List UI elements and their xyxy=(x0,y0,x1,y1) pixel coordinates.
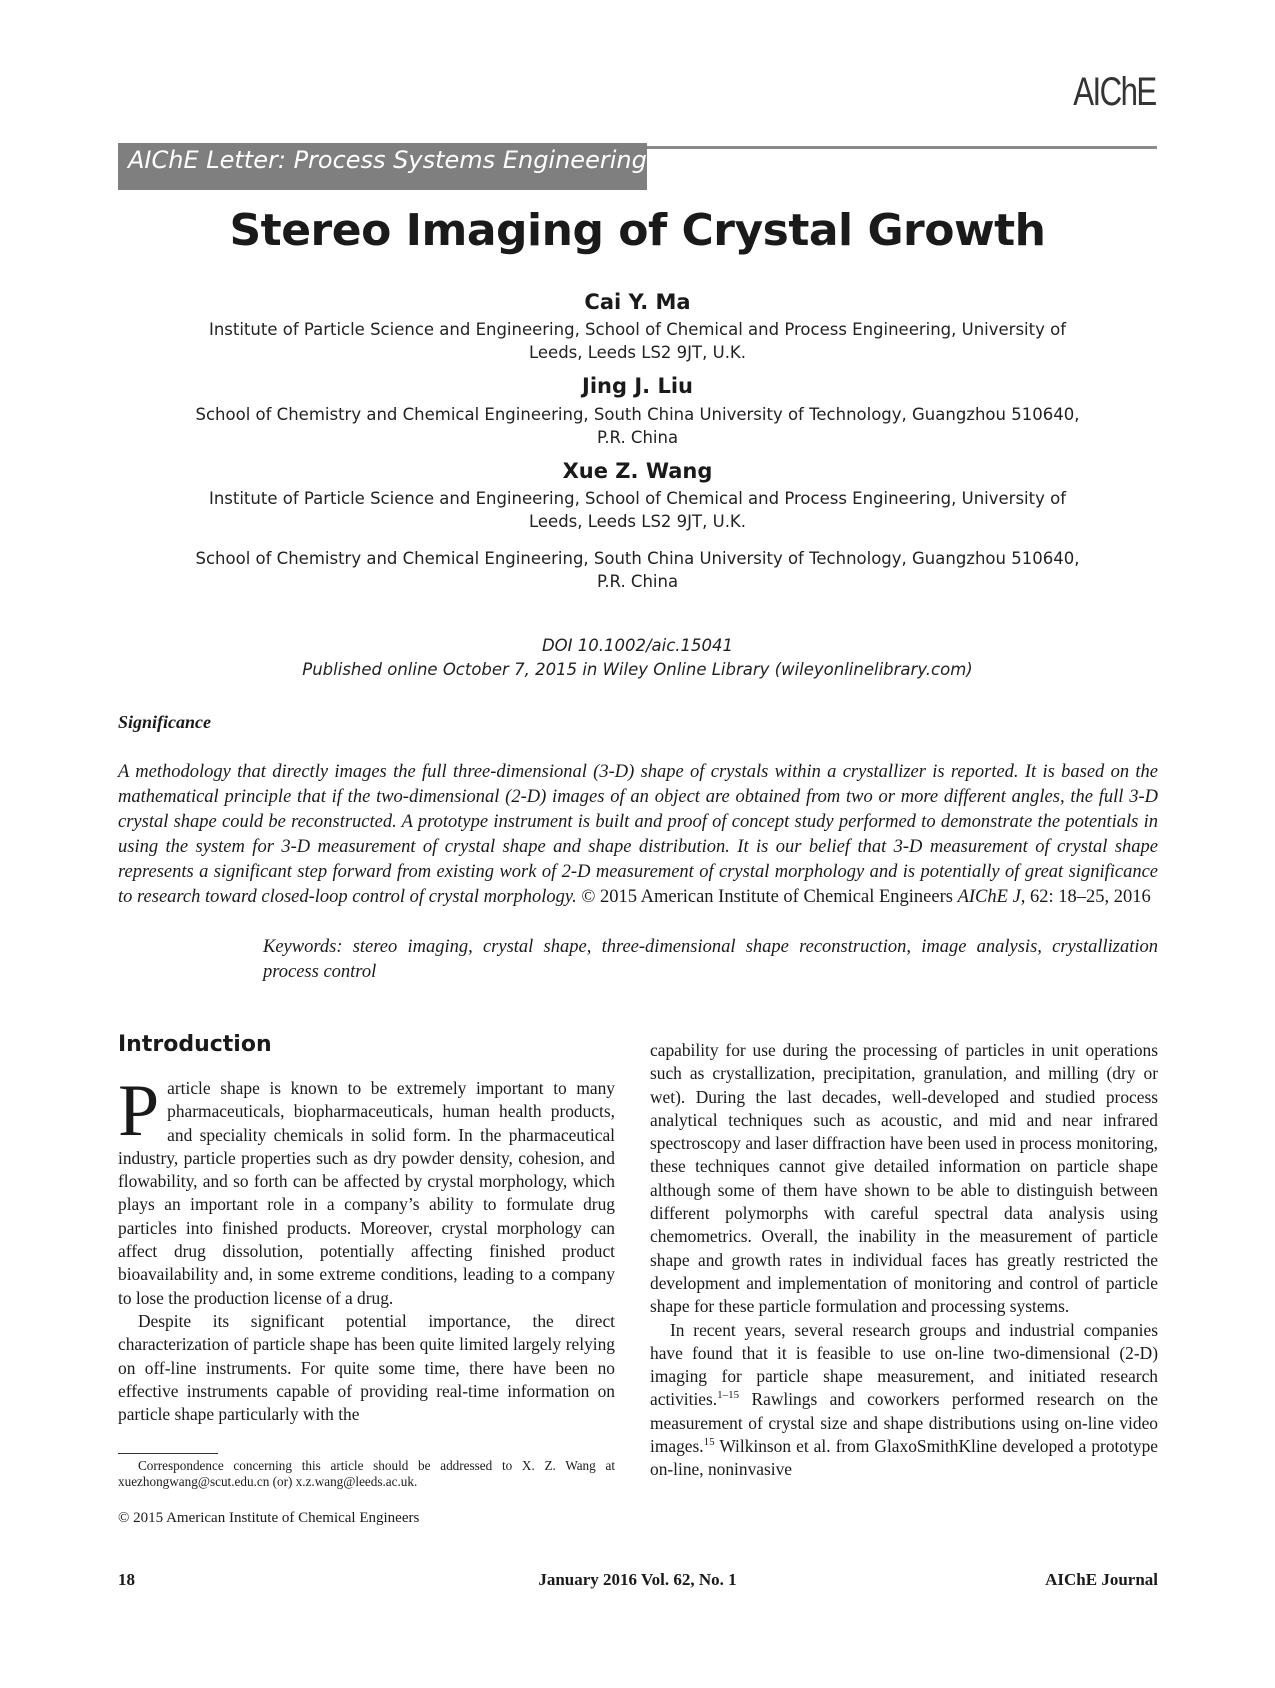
paragraph-text: In recent years, several research groups and industrial companies have found that it is feasible to use on-line two-dimensional (2-D) imaging for particle shape measurement, and initiated research activities. xyxy=(650,1319,1158,1410)
author-name: Xue Z. Wang xyxy=(562,459,713,483)
journal-name: AIChE Journal xyxy=(1045,1570,1158,1589)
author-name: Cai Y. Ma xyxy=(584,290,691,314)
issue-info: January 2016 Vol. 62, No. 1 xyxy=(538,1570,737,1589)
paragraph-text: article shape is known to be extremely important to many pharmaceuticals, biopharmaceuticals, human health products, and speciality chemicals in solid form. In the pharmaceutical industry, particle properties such as dry powder density, cohesion, and flowability, and so forth can be affected by crystal morphology, which plays an important role in a company’s ability to formulate drug particles into finished products. Moreover, crystal morphology can affect drug dissolution, potentially affecting finished product bioavailability and, in some extreme conditions, leading to a company to lose the production license of a drug. xyxy=(118,1078,615,1308)
paragraph-text: Wilkinson et al. from GlaxoSmithKline developed a prototype on-line, noninvasive xyxy=(650,1436,1158,1480)
copyright-notice: © 2015 American Institute of Chemical Engineers xyxy=(576,887,958,907)
significance-heading: Significance xyxy=(118,712,211,732)
article-title: Stereo Imaging of Crystal Growth xyxy=(229,205,1046,256)
author-affiliation xyxy=(160,487,1115,533)
affiliation-line: Leeds, Leeds LS2 9JT, U.K. xyxy=(528,512,746,531)
author-affiliation xyxy=(160,547,1115,593)
section-banner: AIChE Letter: Process Systems Engineering xyxy=(118,143,647,190)
section-heading: Introduction xyxy=(118,1032,272,1057)
significance-text xyxy=(118,760,1158,910)
paragraph xyxy=(118,1070,615,1310)
footnote-rule xyxy=(118,1453,218,1454)
affiliation-line: Institute of Particle Science and Engineering, School of Chemical and Process Engineering, University of xyxy=(208,320,1067,339)
citation: , 62: 18–25, 2016 xyxy=(1020,887,1151,907)
copyright-line: © 2015 American Institute of Chemical Engineers xyxy=(118,1510,420,1526)
drop-cap: P xyxy=(118,1070,160,1152)
left-column xyxy=(118,1070,615,1426)
author-name: Jing J. Liu xyxy=(582,374,693,398)
page-number: 18 xyxy=(118,1570,135,1589)
affiliation-line: P.R. China xyxy=(596,572,679,591)
affiliation-line: P.R. China xyxy=(596,428,679,447)
journal-logo: AIChE xyxy=(1073,70,1156,114)
abstract-body: A methodology that directly images the full three-dimensional (3-D) shape of crystals within a crystallizer is reported. It is based on the mathematical principle that if the two-dimensional (2-D) images of an object are obtained from two or more different angles, the full 3-D crystal shape could be reconstructed. A prototype instrument is built and proof of concept study performed to demonstrate the potentials in using the system for 3-D measurement of crystal shape and shape distribution. It is our belief that 3-D measurement of crystal shape represents a significant step forward from existing work of 2-D measurement of crystal morphology and is potentially of great significance to research toward closed-loop control of crystal morphology. xyxy=(118,762,1158,907)
paragraph-text: Rawlings and coworkers performed research on the measurement of crystal size and shape distributions using on-line video images. xyxy=(650,1389,1158,1457)
doi: DOI 10.1002/aic.15041 xyxy=(541,636,734,655)
keywords: Keywords: stereo imaging, crystal shape, three-dimensional shape reconstruction, image analysis, crystallization process control xyxy=(263,937,1158,982)
reference: 15 xyxy=(703,1436,715,1449)
author-affiliation xyxy=(160,318,1115,364)
right-column xyxy=(650,1039,1158,1482)
affiliation-line: Leeds, Leeds LS2 9JT, U.K. xyxy=(528,343,746,362)
affiliation-line: Institute of Particle Science and Engineering, School of Chemical and Process Engineering, University of xyxy=(208,489,1067,508)
reference: 1–15 xyxy=(717,1389,740,1402)
affiliation-line: School of Chemistry and Chemical Engineering, South China University of Technology, Guangzhou 510640, xyxy=(195,549,1080,568)
journal-abbrev: AIChE J xyxy=(957,887,1021,907)
paragraph: capability for use during the processing of particles in unit operations such as crystallization, precipitation, granulation, and milling (dry or wet). During the last decades, well-developed and studied process analytical techniques such as acoustic, and mid and near infrared spectroscopy and laser diffraction have been used in process monitoring, these techniques cannot give detailed information on particle shape although some of them have shown to be able to distinguish between different polymorphs with careful spectral data analysis using chemometrics. Overall, the inability in the measurement of particle shape and growth rates in individual faces has greatly restricted the development and implementation of monitoring and control of particle shape for these particle formulation and processing systems. xyxy=(650,1040,1158,1317)
affiliation-line: School of Chemistry and Chemical Engineering, South China University of Technology, Guangzhou 510640, xyxy=(195,405,1080,424)
footnote: Correspondence concerning this article should be addressed to X. Z. Wang at xuezhongwang@scut.edu.cn (or) x.z.wang@leeds.ac.uk. xyxy=(118,1458,615,1489)
paragraph xyxy=(650,1319,1158,1482)
paragraph: Despite its significant potential importance, the direct characterization of particle shape has been quite limited largely relying on off-line instruments. For quite some time, there have been no effective instruments capable of providing real-time information on particle shape particularly with the xyxy=(118,1310,615,1425)
author-affiliation xyxy=(160,403,1115,449)
published-online: Published online October 7, 2015 in Wiley Online Library (wileyonlinelibrary.com) xyxy=(302,660,973,679)
